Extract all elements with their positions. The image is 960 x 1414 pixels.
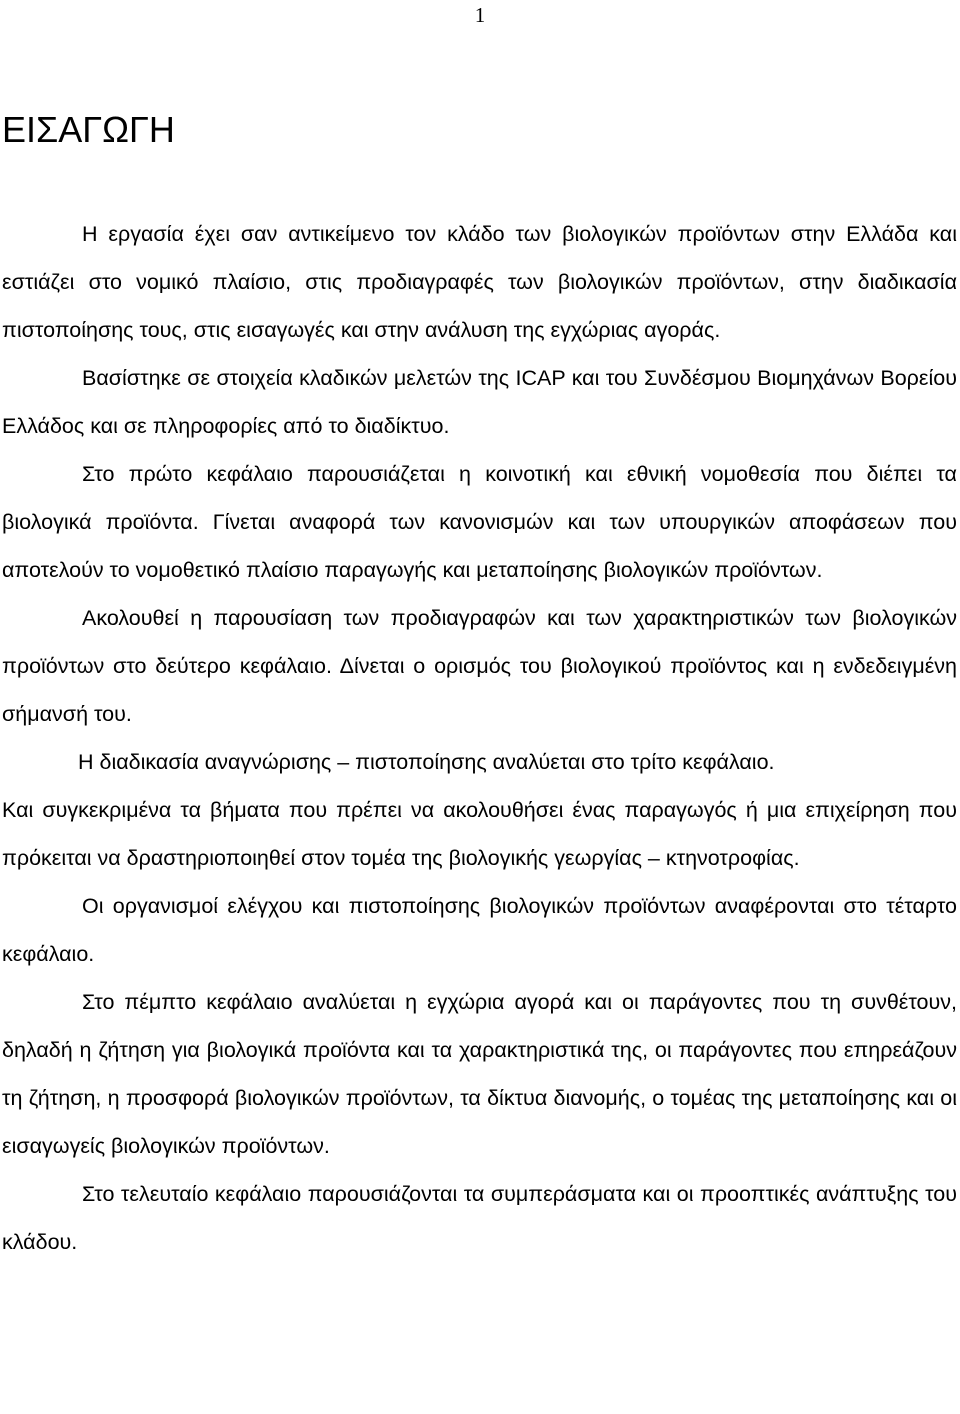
paragraph-chapter-three-detail: Και συγκεκριμένα τα βήματα που πρέπει να ακολουθήσει ένας παραγωγός ή μια επιχείρηση που πρόκειται να δραστηριοποιηθεί στον τομέα της βιολογικής γεωργίας – κτηνοτροφίας. — [2, 798, 957, 870]
paragraph-sources: Βασίστηκε σε στοιχεία κλαδικών μελετών της ICAP και του Συνδέσμου Βιομηχάνων Βορείου Ελλάδος και σε πληροφορίες από το διαδίκτυο. — [2, 366, 957, 438]
paragraph-chapter-one: Στο πρώτο κεφάλαιο παρουσιάζεται η κοινοτική και εθνική νομοθεσία που διέπει τα βιολογικά προϊόντα. Γίνεται αναφορά των κανονισμών και των υπουργικών αποφάσεων που αποτελούν το νομοθετικό πλαίσιο παραγωγής και μεταποίησης βιολογικών προϊόντων. — [2, 462, 957, 582]
paragraph-chapter-two: Ακολουθεί η παρουσίαση των προδιαγραφών και των χαρακτηριστικών των βιολογικών προϊόντων στο δεύτερο κεφάλαιο. Δίνεται ο ορισμός του βιολογικού προϊόντος και η ενδεδειγμένη σήμανσή του. — [2, 606, 957, 726]
document-body — [2, 210, 957, 1266]
paragraph-last-chapter: Στο τελευταίο κεφάλαιο παρουσιάζονται τα συμπεράσματα και οι προοπτικές ανάπτυξης του κλάδου. — [2, 1182, 957, 1254]
paragraph-chapter-five: Στο πέμπτο κεφάλαιο αναλύεται η εγχώρια αγορά και οι παράγοντες που τη συνθέτουν, δηλαδή η ζήτηση για βιολογικά προϊόντα και τα χαρακτηριστικά της, οι παράγοντες που επηρεάζουν τη ζήτηση, η προσφορά βιολογικών προϊόντων, τα δίκτυα διανομής, ο τομέας της μεταποίησης και οι εισαγωγείς βιολογικών προϊόντων. — [2, 990, 957, 1158]
paragraph-intro: Η εργασία έχει σαν αντικείμενο τον κλάδο των βιολογικών προϊόντων στην Ελλάδα και εστιάζει στο νομικό πλαίσιο, στις προδιαγραφές των βιολογικών προϊόντων, στην διαδικασία πιστοποίησης τους, στις εισαγωγές και στην ανάλυση της εγχώριας αγοράς. — [2, 222, 957, 342]
paragraph-chapter-three: Η διαδικασία αναγνώρισης – πιστοποίησης αναλύεται στο τρίτο κεφάλαιο. — [78, 750, 775, 774]
page-number: 1 — [474, 3, 486, 27]
document-title: ΕΙΣΑΓΩΓΗ — [2, 109, 175, 150]
paragraph-chapter-four: Οι οργανισμοί ελέγχου και πιστοποίησης βιολογικών προϊόντων αναφέρονται στο τέταρτο κεφάλαιο. — [2, 894, 957, 966]
